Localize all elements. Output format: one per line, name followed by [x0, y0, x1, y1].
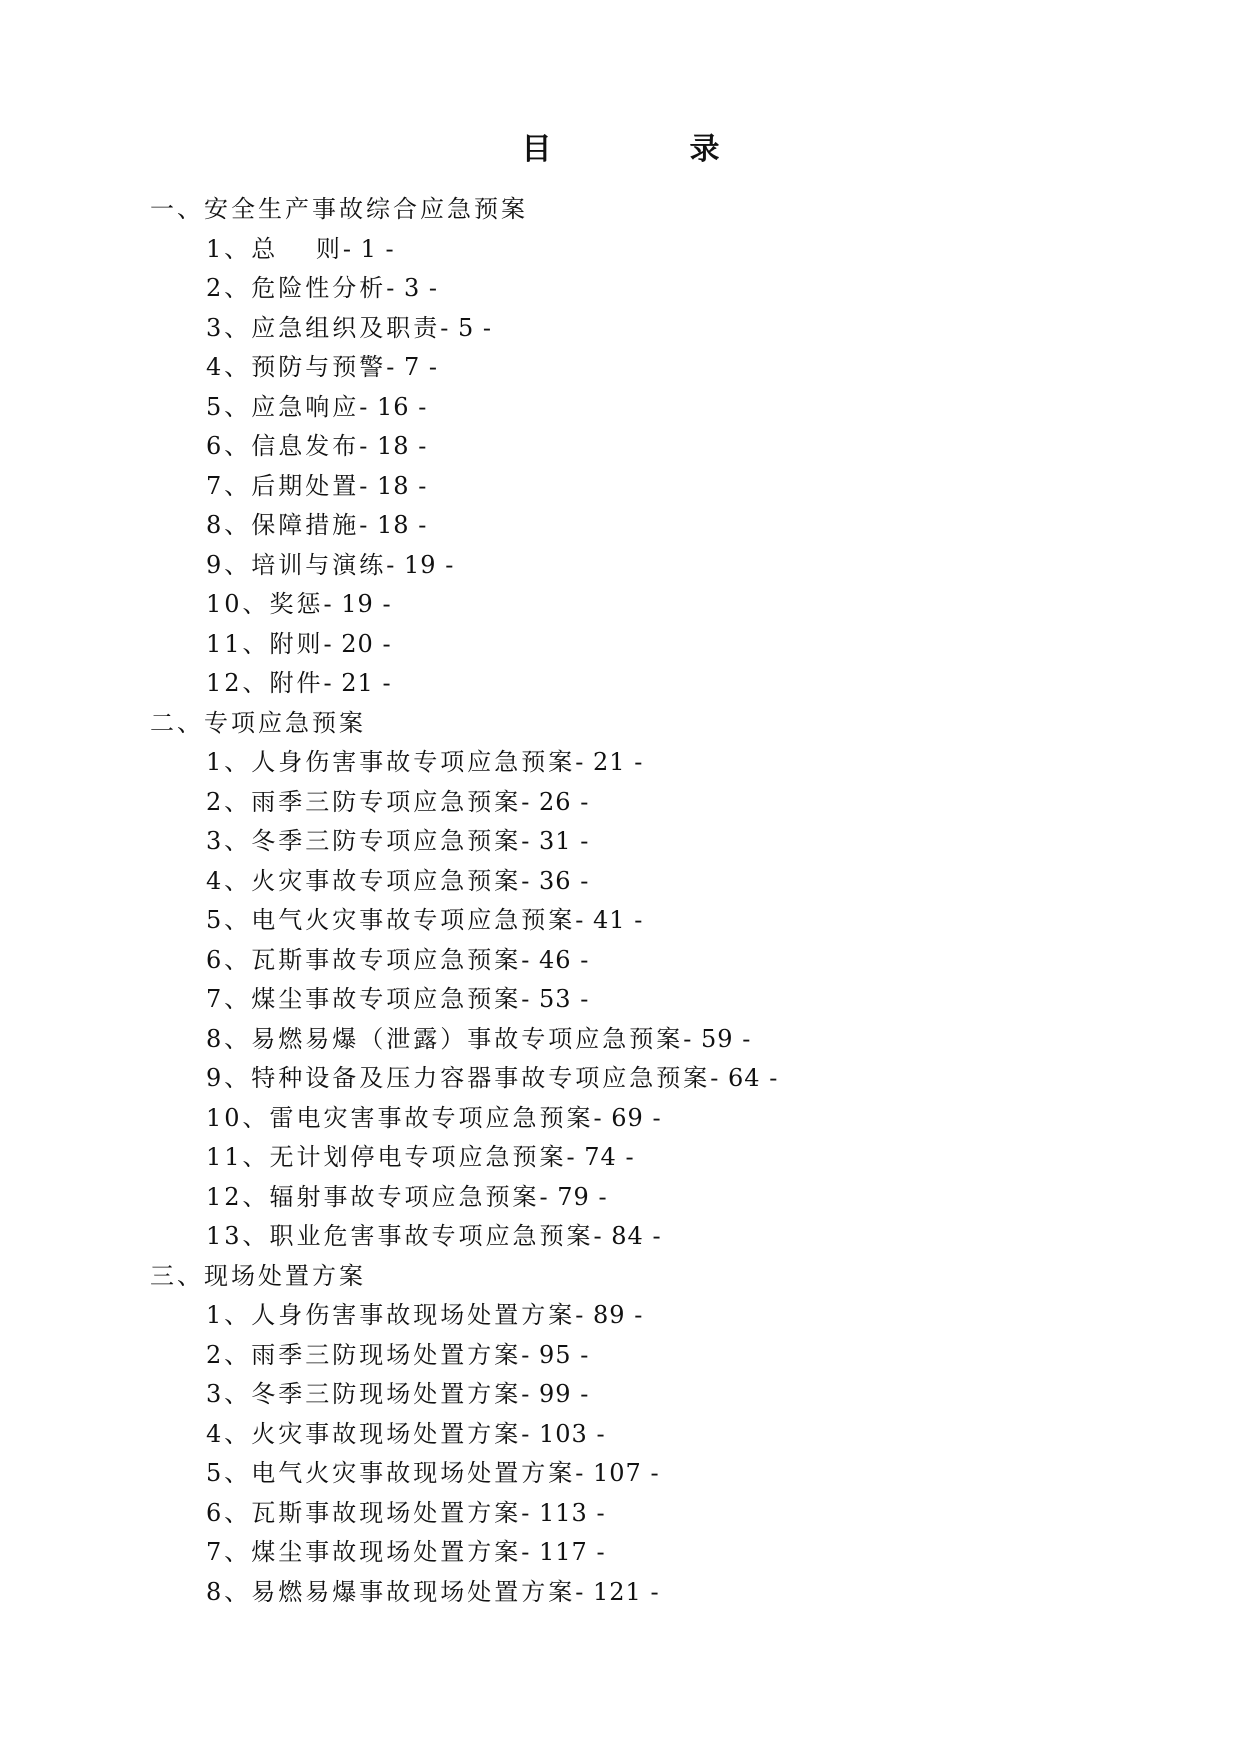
toc-entry-title: 9、培训与演练 — [206, 550, 387, 579]
toc-entry[interactable] — [150, 467, 1150, 507]
toc-entry-page-number: - 19 - — [323, 590, 392, 618]
toc-entry-title: 6、瓦斯事故现场处置方案 — [206, 1498, 522, 1527]
toc-entry-page-number: - 20 - — [323, 629, 392, 658]
toc-entry[interactable] — [150, 269, 1150, 309]
toc-entry-page-number: - 19 - — [386, 550, 455, 579]
toc-entry-page-number: - 95 - — [521, 1340, 590, 1369]
toc-entry-title: 11、无计划停电专项应急预案 — [206, 1143, 567, 1171]
toc-section-heading[interactable]: 一、安全生产事故综合应急预案 — [150, 195, 528, 223]
toc-entry[interactable] — [150, 388, 1150, 428]
toc-entry[interactable] — [150, 1178, 1150, 1218]
toc-entry-page-number: - 53 - — [521, 985, 590, 1013]
toc-entry-page-number: - 31 - — [521, 827, 590, 855]
toc-entry-title: 4、火灾事故专项应急预案 — [206, 866, 522, 895]
toc-entry-page-number: - 3 - — [386, 274, 439, 302]
toc-entry-title: 2、雨季三防现场处置方案 — [206, 1340, 522, 1369]
toc-entry-page-number: - 69 - — [593, 1103, 662, 1132]
toc-entry-page-number: - 121 - — [575, 1577, 660, 1606]
toc-entry-title: 6、信息发布 — [206, 432, 360, 460]
toc-entry-page-number: - 99 - — [521, 1380, 590, 1408]
toc-section — [150, 704, 1150, 1257]
toc-entry[interactable] — [150, 427, 1150, 467]
toc-entry[interactable] — [150, 230, 1150, 270]
toc-section-heading[interactable]: 三、现场处置方案 — [150, 1261, 366, 1290]
toc-entry-page-number: - 18 - — [359, 432, 428, 460]
toc-entry-page-number: - 117 - — [521, 1538, 606, 1566]
toc-entry[interactable] — [150, 1494, 1150, 1534]
toc-entry-page-number: - 5 - — [440, 313, 493, 342]
toc-entry[interactable] — [150, 1099, 1150, 1139]
toc-entry[interactable] — [150, 1375, 1150, 1415]
toc-entry-page-number: - 74 - — [566, 1143, 635, 1171]
toc-entry[interactable] — [150, 862, 1150, 902]
toc-entry-title: 1、人身伤害事故现场处置方案 — [206, 1301, 576, 1329]
toc-entry[interactable] — [150, 625, 1150, 665]
toc-entry-title: 2、危险性分析 — [206, 274, 387, 302]
toc-entry-page-number: - 79 - — [539, 1182, 608, 1211]
toc-entry-title: 7、煤尘事故现场处置方案 — [206, 1538, 522, 1566]
toc-entry-title: 3、冬季三防专项应急预案 — [206, 827, 522, 855]
toc-entry-title: 3、应急组织及职责 — [206, 313, 441, 342]
toc-entry-title: 5、应急响应 — [206, 392, 360, 421]
toc-entry[interactable] — [150, 546, 1150, 586]
toc-entry-page-number: - 26 - — [521, 787, 590, 816]
toc-entry-title: 7、煤尘事故专项应急预案 — [206, 985, 522, 1013]
toc-entry[interactable] — [150, 1533, 1150, 1573]
toc-entry-page-number: - 59 - — [683, 1024, 752, 1053]
toc-entry-title: 8、易燃易爆（泄露）事故专项应急预案 — [206, 1024, 684, 1053]
toc-entry-page-number: - 46 - — [521, 945, 590, 974]
toc-entry-title: 5、电气火灾事故专项应急预案 — [206, 906, 576, 934]
toc-entry[interactable] — [150, 1059, 1150, 1099]
toc-entry[interactable] — [150, 585, 1150, 625]
toc-entry[interactable] — [150, 1296, 1150, 1336]
toc-entry[interactable] — [150, 783, 1150, 823]
toc-entry-title: 9、特种设备及压力容器事故专项应急预案 — [206, 1064, 711, 1092]
toc-entry-title: 12、辐射事故专项应急预案 — [206, 1182, 540, 1211]
toc-entry[interactable] — [150, 901, 1150, 941]
toc-entry[interactable] — [150, 309, 1150, 349]
toc-entry-title: 8、保障措施 — [206, 511, 360, 539]
toc-section-heading[interactable]: 二、专项应急预案 — [150, 708, 366, 737]
toc-title: 目 录 — [521, 132, 774, 167]
toc-entry[interactable] — [150, 1020, 1150, 1060]
toc-entry-page-number: - 89 - — [575, 1301, 644, 1329]
toc-entry-title: 11、附则 — [206, 629, 324, 658]
toc-entry-title: 1、总 则 — [206, 234, 343, 263]
toc-section — [150, 190, 1150, 704]
toc-entry[interactable] — [150, 506, 1150, 546]
toc-section — [150, 1257, 1150, 1613]
toc-entry-page-number: - 103 - — [521, 1419, 606, 1448]
toc-entry-title: 10、奖惩 — [206, 590, 324, 618]
toc-entry[interactable] — [150, 941, 1150, 981]
toc-entry-page-number: - 107 - — [575, 1459, 660, 1487]
toc-entry[interactable] — [150, 743, 1150, 783]
toc-entry-title: 8、易燃易爆事故现场处置方案 — [206, 1577, 576, 1606]
toc-entry[interactable] — [150, 1217, 1150, 1257]
toc-entry[interactable] — [150, 980, 1150, 1020]
toc-entry-page-number: - 21 - — [575, 748, 644, 776]
toc-entry[interactable] — [150, 1454, 1150, 1494]
toc-entry-page-number: - 18 - — [359, 511, 428, 539]
toc-entry[interactable] — [150, 1336, 1150, 1376]
toc-entry-title: 1、人身伤害事故专项应急预案 — [206, 748, 576, 776]
toc-entry-title: 10、雷电灾害事故专项应急预案 — [206, 1103, 594, 1132]
toc-entry-title: 7、后期处置 — [206, 471, 360, 500]
toc-entry-title: 3、冬季三防现场处置方案 — [206, 1380, 522, 1408]
toc-entry[interactable] — [150, 1415, 1150, 1455]
toc-entry-page-number: - 1 - — [342, 234, 395, 263]
toc-entry-title: 4、预防与预警 — [206, 353, 387, 381]
toc-entry[interactable] — [150, 1573, 1150, 1613]
toc-entry[interactable] — [150, 1138, 1150, 1178]
toc-entry-page-number: - 36 - — [521, 866, 590, 895]
toc-entry-title: 5、电气火灾事故现场处置方案 — [206, 1459, 576, 1487]
toc-entry[interactable] — [150, 348, 1150, 388]
toc-entry-page-number: - 16 - — [359, 392, 428, 421]
toc-entry[interactable] — [150, 664, 1150, 704]
toc-entry-title: 2、雨季三防专项应急预案 — [206, 787, 522, 816]
toc-entry[interactable] — [150, 822, 1150, 862]
toc-entry-page-number: - 18 - — [359, 471, 428, 500]
toc-entry-page-number: - 113 - — [521, 1498, 606, 1527]
toc-entry-title: 12、附件 — [206, 669, 324, 697]
table-of-contents — [150, 190, 1150, 1612]
toc-entry-page-number: - 21 - — [323, 669, 392, 697]
toc-entry-title: 13、职业危害事故专项应急预案 — [206, 1222, 594, 1250]
toc-entry-page-number: - 7 - — [386, 353, 439, 381]
toc-entry-title: 6、瓦斯事故专项应急预案 — [206, 945, 522, 974]
toc-entry-title: 4、火灾事故现场处置方案 — [206, 1419, 522, 1448]
toc-entry-page-number: - 84 - — [593, 1222, 662, 1250]
toc-entry-page-number: - 64 - — [710, 1064, 779, 1092]
toc-entry-page-number: - 41 - — [575, 906, 644, 934]
